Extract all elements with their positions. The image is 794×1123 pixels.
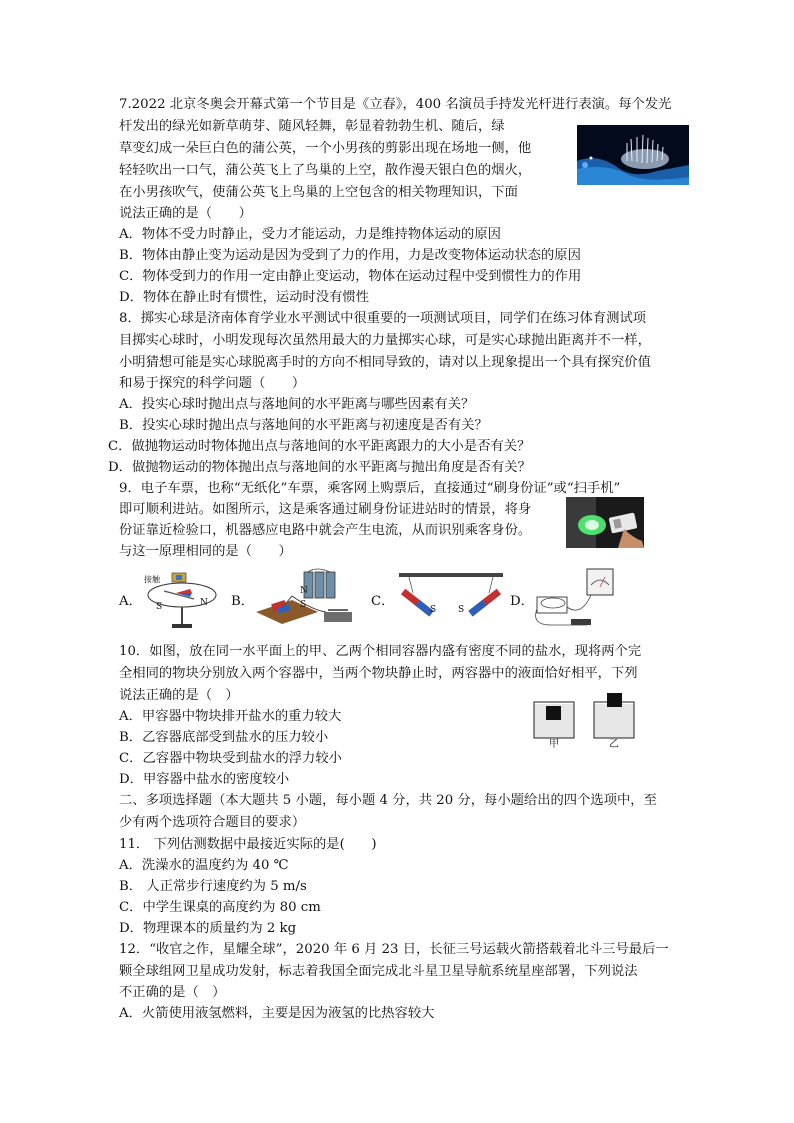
q7-option-c: C．物体受到力的作用一定由静止变运动，物体在运动过程中受到惯性力的作用 bbox=[119, 269, 582, 284]
q7-stem-line6: 说法正确的是（ ） bbox=[119, 206, 252, 221]
q12-stem-line1: 12．“收官之作，星耀全球”，2020 年 6 月 23 日，长征三号运载火箭搭载着北斗三号最后一 bbox=[119, 942, 669, 957]
q8-option-a: A．投实心球时抛出点与落地间的水平距离与哪些因素有关？ bbox=[119, 397, 475, 412]
q9-stem-line4: 与这一原理相同的是（ ） bbox=[119, 544, 292, 559]
q9-option-b-label: B． bbox=[231, 594, 255, 609]
q8-stem-line4: 和易于探究的科学问题（ ） bbox=[119, 376, 306, 391]
q9-figure-d-circuit bbox=[531, 567, 617, 631]
q9-figure-b-generator bbox=[252, 566, 362, 631]
q10-label-jia: 甲 bbox=[549, 739, 559, 750]
q10-option-a: A．甲容器中物块排开盐水的重力较大 bbox=[119, 709, 342, 724]
q8-option-c: C．做抛物运动时物体抛出点与落地间的水平距离跟力的大小是否有关？ bbox=[108, 439, 531, 454]
q12-stem-line2: 颗全球组网卫星成功发射，标志着我国全面完成北斗星卫星导航系统星座部署，下列说法 bbox=[119, 964, 638, 979]
q10-stem-line3: 说法正确的是（ ） bbox=[119, 688, 239, 703]
q7-stem-line4: 轻轻吹出一口气，蒲公英飞上了鸟巢的上空，散作漫天银白色的烟火， bbox=[119, 163, 532, 178]
q8-stem-line3: 小明猜想可能是实心球脱离手时的方向不相同导致的，请对以上现象提出一个具有探究价值 bbox=[119, 355, 651, 370]
q8-stem-line2: 目掷实心球时，小明发现每次虽然用最大的力量掷实心球，可是实心球抛出距离并不一样， bbox=[119, 333, 651, 348]
q10-figure-containers bbox=[530, 690, 650, 752]
q9-fig-c-s-right: S bbox=[458, 605, 465, 615]
q9-stem-line1: 9．电子车票，也称“无纸化”车票，乘客网上购票后，直接通过“刷身份证”或“扫手机” bbox=[119, 481, 621, 496]
q9-stem-line2: 即可顺利进站。如图所示，这是乘客通过刷身份证进站时的情景，将身 bbox=[119, 502, 532, 517]
q9-option-a-label: A． bbox=[119, 594, 142, 609]
q11-option-b: B． 人正常步行速度约为 5 m/s bbox=[119, 879, 307, 894]
q9-fig-a-tag: 接触 bbox=[144, 575, 160, 584]
q10-option-c: C．乙容器中物块受到盐水的浮力较小 bbox=[119, 751, 342, 766]
q9-fig-b-n: N bbox=[300, 586, 308, 596]
section2-header-line2: 少有两个选项符合题目的要求） bbox=[119, 815, 306, 830]
q9-figure-a-oersted bbox=[142, 569, 220, 631]
q9-option-d-label: D． bbox=[510, 594, 534, 609]
q7-stem-line2: 杆发出的绿光如新草萌芽、随风轻舞，彰显着勃勃生机、随后，绿 bbox=[119, 119, 505, 134]
q10-stem-line2: 全相同的物块分别放入两个容器中，当两个物块静止时，两容器中的液面恰好相平，下列 bbox=[119, 666, 638, 681]
q10-label-yi: 乙 bbox=[609, 739, 619, 750]
q7-stem-line3: 草变幻成一朵巨白色的蒲公英，一个小男孩的剪影出现在场地一侧，他 bbox=[119, 141, 532, 156]
q9-fig-c-s-left: S bbox=[430, 605, 437, 615]
q10-option-b: B．乙容器底部受到盐水的压力较小 bbox=[119, 730, 329, 745]
q9-fig-a-s: S bbox=[156, 602, 163, 612]
section2-header-line1: 二、多项选择题（本大题共 5 小题，每小题 4 分，共 20 分，每小题给出的四个选项中，至 bbox=[119, 793, 657, 808]
q7-stem-line1: 7.2022 北京冬奥会开幕式第一个节目是《立春》，400 名演员手持发光杆进行表演。每个发光 bbox=[119, 97, 672, 112]
q9-figure-c-magnets bbox=[399, 573, 503, 625]
q8-option-b: B．投实心球时抛出点与落地间的水平距离与初速度是否有关？ bbox=[119, 418, 488, 433]
q9-option-c-label: C． bbox=[371, 594, 395, 609]
q11-option-c: C．中学生课桌的高度约为 80 cm bbox=[119, 900, 321, 915]
q8-stem-line1: 8．掷实心球是济南体育学业水平测试中很重要的一项测试项目，同学们在练习体育测试项 bbox=[119, 311, 647, 326]
q11-option-d: D．物理课本的质量约为 2 kg bbox=[119, 921, 297, 936]
q12-stem-line3: 不正确的是（ ） bbox=[119, 985, 226, 1000]
q9-fig-b-s: S bbox=[300, 600, 307, 610]
q12-option-a: A．火箭使用液氢燃料，主要是因为液氢的比热容较大 bbox=[119, 1006, 435, 1021]
q7-photo-dandelion bbox=[577, 125, 689, 185]
q9-photo-id-card-gate bbox=[566, 497, 644, 548]
q10-stem-line1: 10．如图，放在同一水平面上的甲、乙两个相同容器内盛有密度不同的盐水，现将两个完 bbox=[119, 644, 642, 659]
q10-option-d: D．甲容器中盐水的密度较小 bbox=[119, 772, 290, 787]
q7-stem-line5: 在小男孩吹气，使蒲公英飞上鸟巢的上空包含的相关物理知识，下面 bbox=[119, 185, 518, 200]
q8-option-d: D．做抛物运动的物体抛出点与落地间的水平距离与抛出角度是否有关？ bbox=[108, 460, 531, 475]
q11-stem: 11． 下列估测数据中最接近实际的是( ) bbox=[119, 837, 377, 852]
q11-option-a: A．洗澡水的温度约为 40 ℃ bbox=[119, 858, 289, 873]
q9-fig-a-n: N bbox=[200, 598, 208, 608]
q7-option-d: D．物体在静止时有惯性，运动时没有惯性 bbox=[119, 290, 370, 305]
q9-stem-line3: 份证靠近检验口，机器感应电路中就会产生电流，从而识别乘客身份。 bbox=[119, 523, 532, 538]
q7-option-b: B．物体由静止变为运动是因为受到了力的作用，力是改变物体运动状态的原因 bbox=[119, 248, 581, 263]
q7-option-a: A．物体不受力时静止，受力才能运动，力是维持物体运动的原因 bbox=[119, 227, 501, 242]
